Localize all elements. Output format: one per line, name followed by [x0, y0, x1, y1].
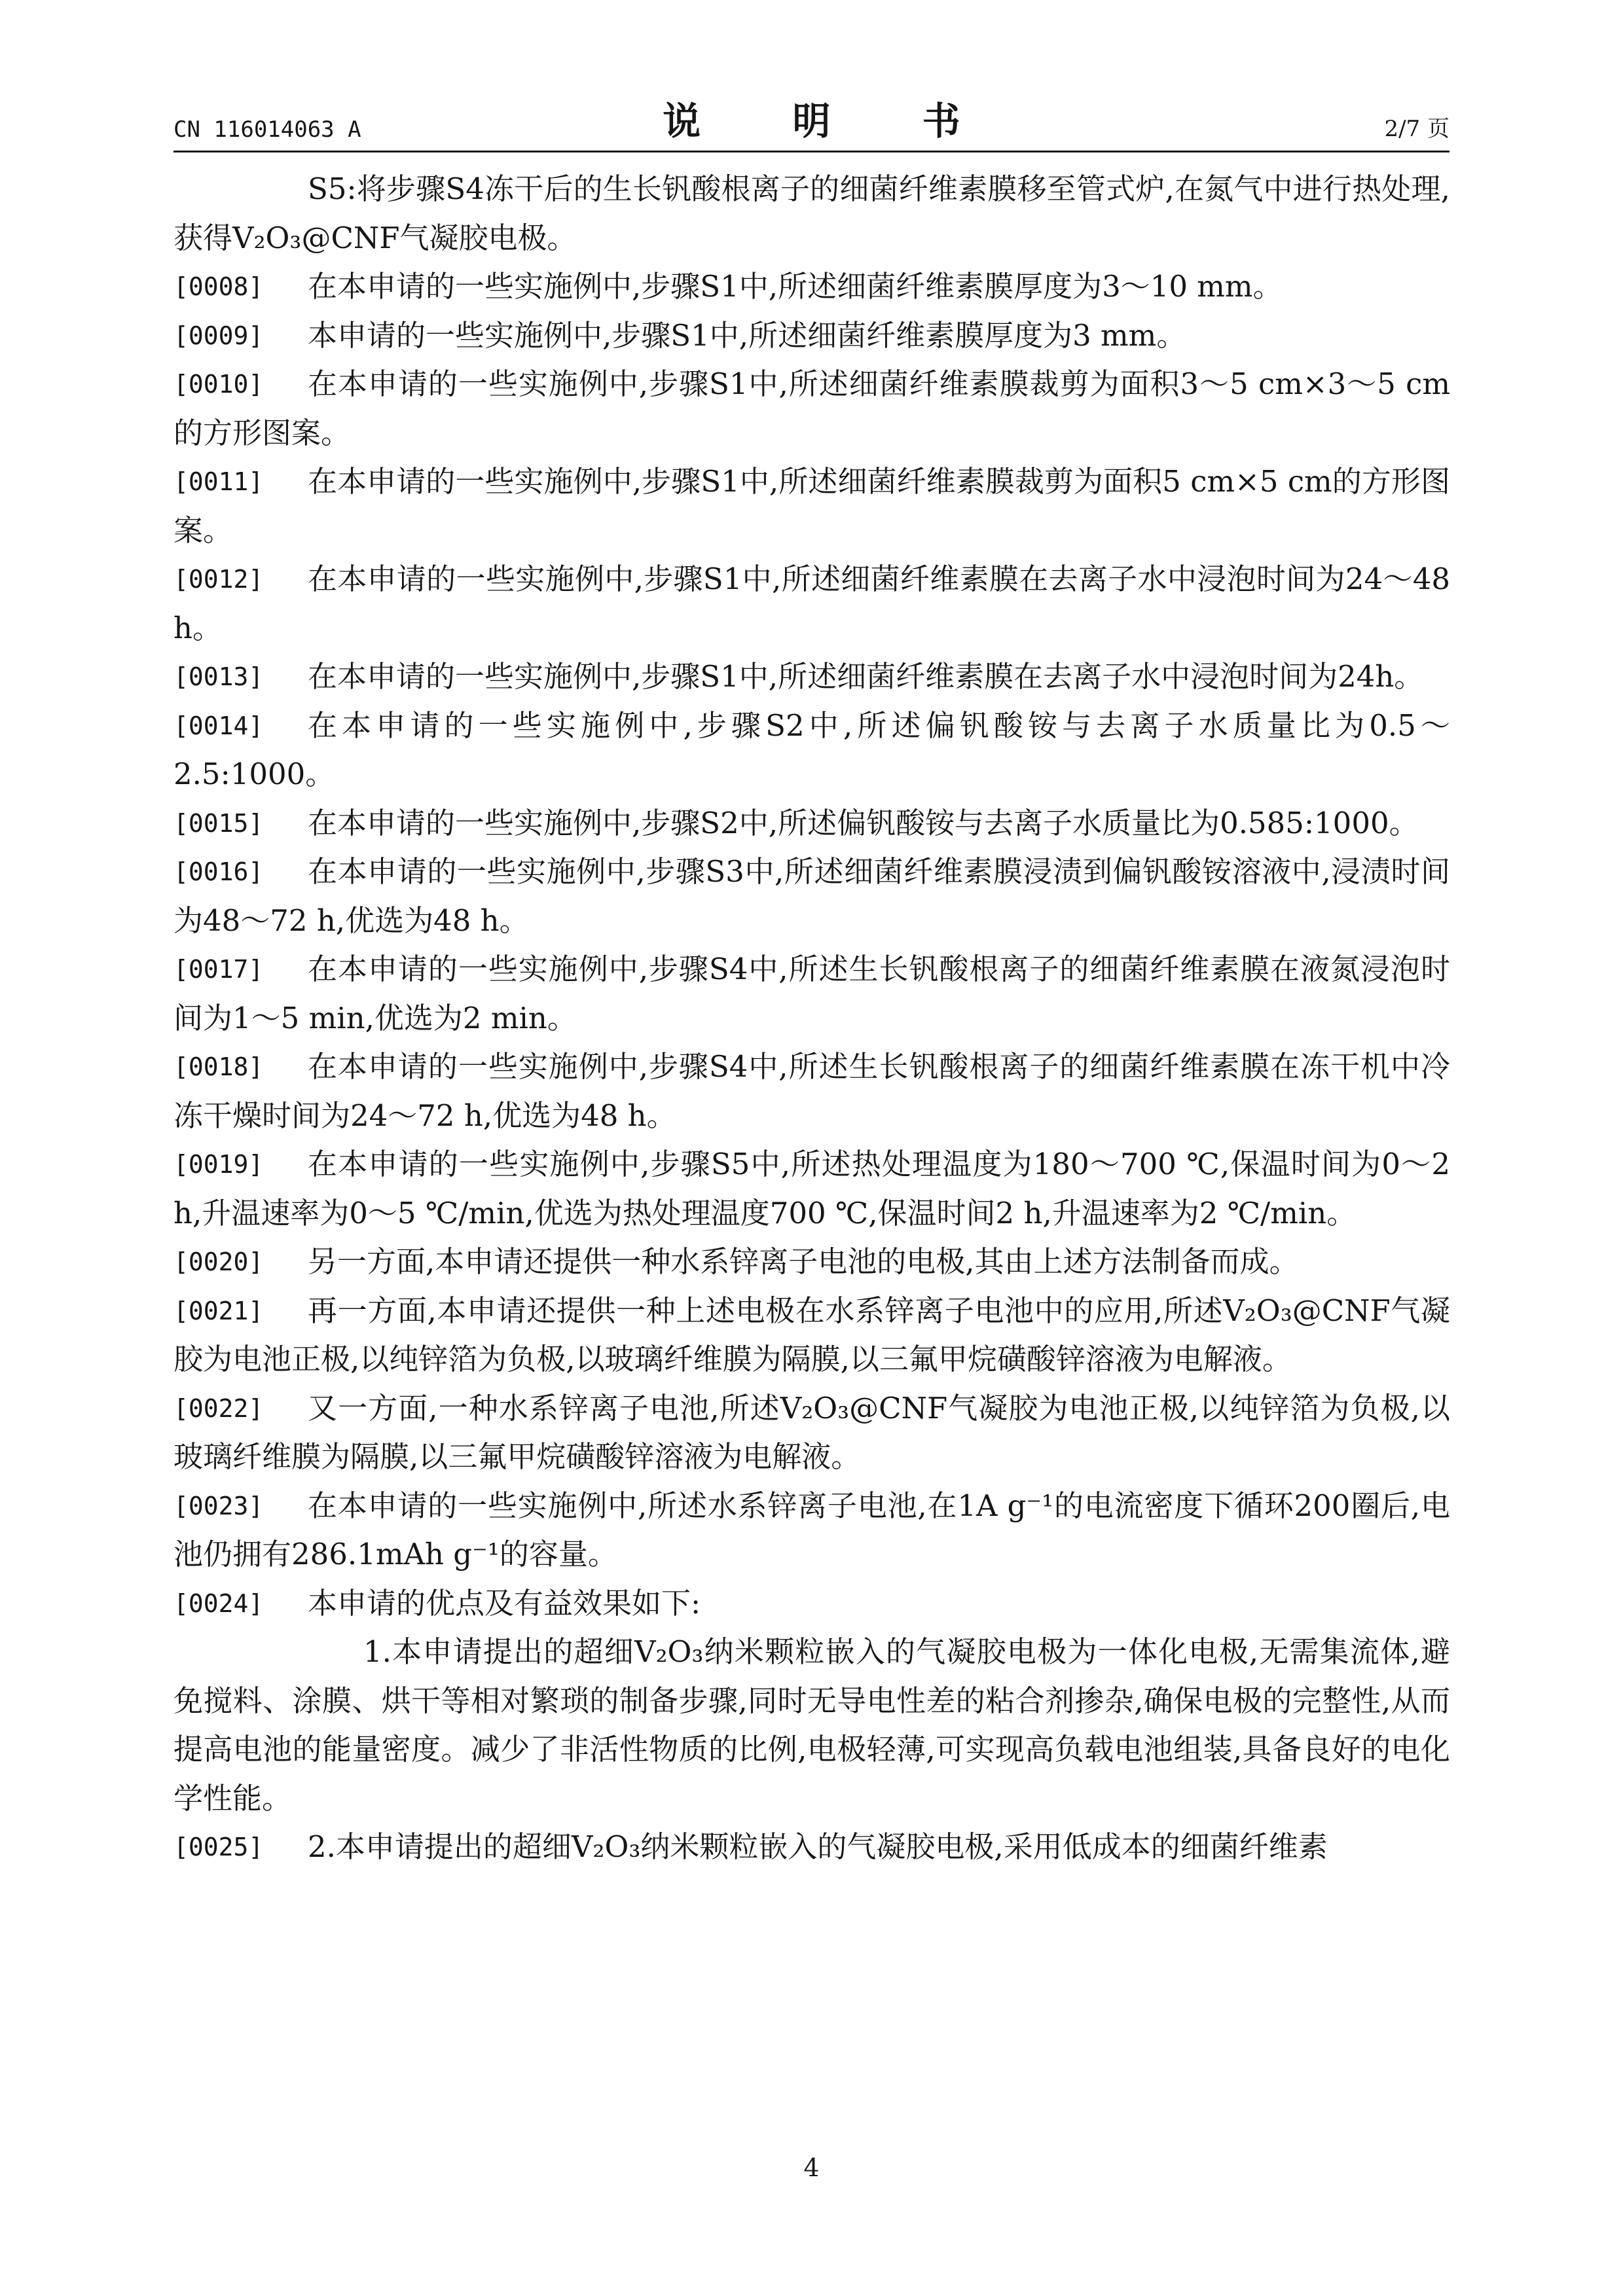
- paragraph-number: [0015]: [173, 808, 264, 838]
- paragraph-text: 本申请的优点及有益效果如下:: [308, 1585, 701, 1621]
- paragraph-number: [0013]: [173, 662, 264, 691]
- paragraph-text: 在本申请的一些实施例中,步骤S2中,所述偏钒酸铵与去离子水质量比为0.5～2.5:1000。: [173, 708, 1450, 791]
- paragraph: [173, 1043, 1450, 1140]
- paragraph-number: [0023]: [173, 1491, 264, 1520]
- paragraph-number: [0018]: [173, 1052, 264, 1081]
- paragraph-text: 在本申请的一些实施例中,步骤S1中,所述细菌纤维素膜裁剪为面积5 cm×5 cm的方形图案。: [173, 464, 1450, 548]
- paragraph-number: [0020]: [173, 1247, 264, 1276]
- paragraph: [173, 165, 1450, 262]
- paragraph-text: 在本申请的一些实施例中,步骤S1中,所述细菌纤维素膜裁剪为面积3～5 cm×3～5 cm的方形图案。: [173, 367, 1450, 450]
- paragraph: [173, 262, 1450, 312]
- paragraph-text: 1.本申请提出的超细V₂O₃纳米颗粒嵌入的气凝胶电极为一体化电极,无需集流体,避免搅料、涂膜、烘干等相对繁琐的制备步骤,同时无导电性差的粘合剂掺杂,确保电极的完整性,从而提高电池的能量密度。减少了非活性物质的比例,电极轻薄,可实现高负载电池组装,具备良好的电化学性能。: [173, 1634, 1450, 1816]
- paragraph-text: 在本申请的一些实施例中,步骤S5中,所述热处理温度为180～700 ℃,保温时间为0～2 h,升温速率为0～5 ℃/min,优选为热处理温度700 ℃,保温时间2 h,升温速率为2 ℃/min。: [173, 1147, 1450, 1230]
- paragraph: [173, 848, 1450, 945]
- paragraph: [173, 1823, 1450, 1872]
- paragraph-text: 在本申请的一些实施例中,步骤S4中,所述生长钒酸根离子的细菌纤维素膜在冻干机中冷冻干燥时间为24～72 h,优选为48 h。: [173, 1049, 1450, 1133]
- paragraph-number: [0019]: [173, 1150, 264, 1179]
- paragraph-number: [0024]: [173, 1588, 264, 1618]
- paragraph-text: 再一方面,本申请还提供一种上述电极在水系锌离子电池中的应用,所述V₂O₃@CNF气凝胶为电池正极,以纯锌箔为负极,以玻璃纤维膜为隔膜,以三氟甲烷磺酸锌溶液为电解液。: [173, 1293, 1450, 1376]
- page-count: 2/7 页: [1384, 116, 1450, 142]
- paragraph: [173, 945, 1450, 1043]
- paragraph-number: [0012]: [173, 565, 264, 594]
- paragraph-number: [0021]: [173, 1296, 264, 1325]
- paragraph-number: [0008]: [173, 272, 264, 301]
- paragraph: [173, 555, 1450, 653]
- paragraph-number: [0025]: [173, 1833, 264, 1861]
- publication-number: CN 116014063 A: [173, 117, 361, 143]
- paragraph: [173, 653, 1450, 702]
- paragraph-text: 在本申请的一些实施例中,步骤S4中,所述生长钒酸根离子的细菌纤维素膜在液氮浸泡时间为1～5 min,优选为2 min。: [173, 952, 1450, 1035]
- paragraph: [173, 1287, 1450, 1384]
- paragraph-text: 本申请的一些实施例中,步骤S1中,所述细菌纤维素膜厚度为3 mm。: [308, 317, 1186, 353]
- paragraph-number: [0011]: [173, 467, 264, 496]
- paragraph-text: 在本申请的一些实施例中,步骤S2中,所述偏钒酸铵与去离子水质量比为0.585:1000。: [308, 805, 1419, 840]
- paragraph-number: [0014]: [173, 711, 264, 740]
- document-title: 说 明 书: [663, 99, 1000, 143]
- paragraph-text: 2.本申请提出的超细V₂O₃纳米颗粒嵌入的气凝胶电极,采用低成本的细菌纤维素: [308, 1829, 1328, 1864]
- paragraph: [173, 1628, 1450, 1823]
- document-body: [173, 165, 1450, 1872]
- paragraph-number: [0016]: [173, 857, 264, 886]
- paragraph: [173, 1482, 1450, 1579]
- paragraph: [173, 1384, 1450, 1482]
- paragraph: [173, 457, 1450, 555]
- paragraph-text: 另一方面,本申请还提供一种水系锌离子电池的电极,其由上述方法制备而成。: [308, 1244, 1299, 1279]
- page-number: 4: [803, 2153, 820, 2182]
- paragraph-number: [0017]: [173, 955, 264, 984]
- paragraph: [173, 702, 1450, 799]
- paragraph: [173, 312, 1450, 361]
- paragraph-text: 在本申请的一些实施例中,步骤S1中,所述细菌纤维素膜在去离子水中浸泡时间为24h。: [308, 659, 1424, 694]
- paragraph-number: [0009]: [173, 321, 264, 350]
- page-header: [173, 98, 1450, 149]
- paragraph: [173, 799, 1450, 848]
- paragraph: [173, 360, 1450, 457]
- paragraph-number: [0010]: [173, 370, 264, 399]
- paragraph: [173, 1140, 1450, 1238]
- paragraph: [173, 1238, 1450, 1287]
- paragraph-text: 又一方面,一种水系锌离子电池,所述V₂O₃@CNF气凝胶为电池正极,以纯锌箔为负极,以玻璃纤维膜为隔膜,以三氟甲烷磺酸锌溶液为电解液。: [173, 1390, 1450, 1474]
- paragraph-text: 在本申请的一些实施例中,步骤S3中,所述细菌纤维素膜浸渍到偏钒酸铵溶液中,浸渍时间为48～72 h,优选为48 h。: [173, 854, 1450, 938]
- paragraph: [173, 1579, 1450, 1628]
- paragraph-text: S5:将步骤S4冻干后的生长钒酸根离子的细菌纤维素膜移至管式炉,在氮气中进行热处理,获得V₂O₃@CNF气凝胶电极。: [173, 171, 1450, 255]
- paragraph-text: 在本申请的一些实施例中,步骤S1中,所述细菌纤维素膜厚度为3～10 mm。: [308, 269, 1283, 304]
- paragraph-number: [0022]: [173, 1393, 264, 1423]
- header-rule: [173, 151, 1450, 152]
- paragraph-text: 在本申请的一些实施例中,所述水系锌离子电池,在1A g⁻¹的电流密度下循环200圈后,电池仍拥有286.1mAh g⁻¹的容量。: [173, 1488, 1450, 1571]
- paragraph-text: 在本申请的一些实施例中,步骤S1中,所述细菌纤维素膜在去离子水中浸泡时间为24～48 h。: [173, 562, 1450, 645]
